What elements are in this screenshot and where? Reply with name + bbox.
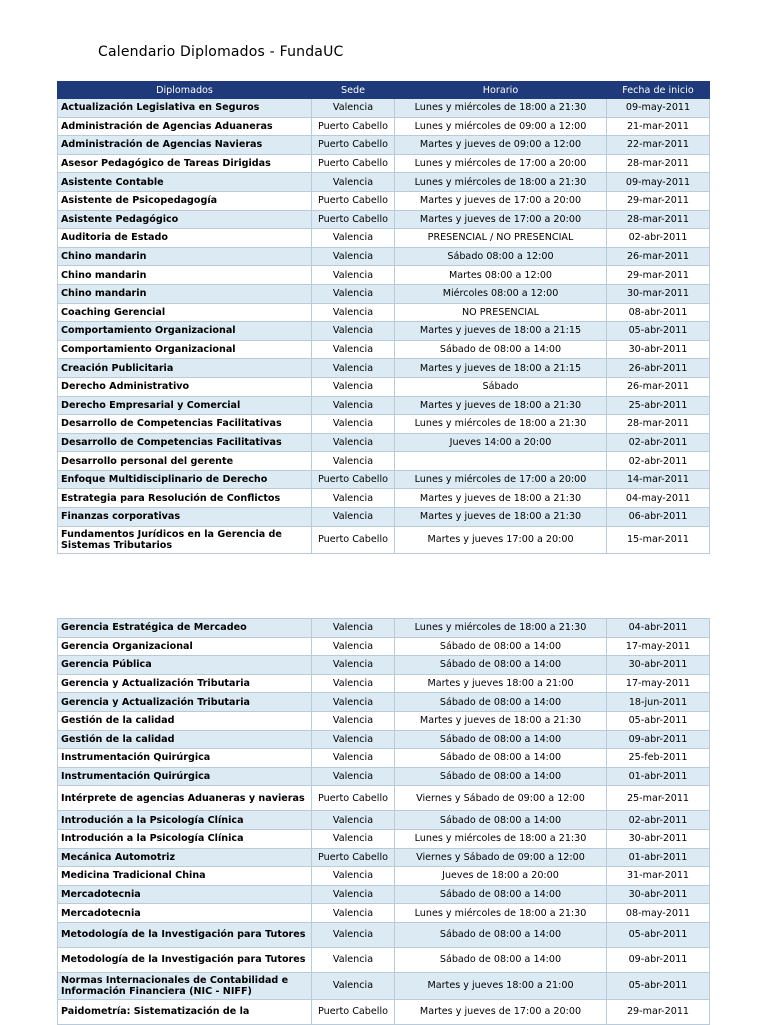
cell-fecha: 22-mar-2011 <box>607 136 710 155</box>
table-row <box>58 711 710 730</box>
table-row <box>58 284 710 303</box>
cell-diplomado: Derecho Administrativo <box>58 377 312 396</box>
cell-horario: Lunes y miércoles de 17:00 a 20:00 <box>395 470 607 489</box>
cell-horario: Lunes y miércoles de 18:00 a 21:30 <box>395 173 607 192</box>
cell-fecha: 26-abr-2011 <box>607 359 710 378</box>
cell-diplomado: Gerencia y Actualización Tributaria <box>58 674 312 693</box>
cell-diplomado: Administración de Agencias Navieras <box>58 136 312 155</box>
cell-fecha: 08-may-2011 <box>607 904 710 923</box>
cell-sede: Puerto Cabello <box>312 191 395 210</box>
cell-sede: Valencia <box>312 674 395 693</box>
table-row <box>58 322 710 341</box>
cell-fecha: 04-abr-2011 <box>607 619 710 638</box>
cell-sede: Valencia <box>312 340 395 359</box>
cell-fecha: 05-abr-2011 <box>607 322 710 341</box>
cell-horario: Miércoles 08:00 a 12:00 <box>395 284 607 303</box>
table-row <box>58 786 710 811</box>
cell-fecha: 02-abr-2011 <box>607 452 710 471</box>
cell-fecha: 30-abr-2011 <box>607 340 710 359</box>
table-row <box>58 154 710 173</box>
cell-sede: Valencia <box>312 99 395 118</box>
cell-horario: Sábado de 08:00 a 14:00 <box>395 811 607 830</box>
cell-diplomado: Metodología de la Investigación para Tutores <box>58 947 312 972</box>
cell-sede: Puerto Cabello <box>312 117 395 136</box>
table-row <box>58 191 710 210</box>
cell-diplomado: Gerencia Organizacional <box>58 637 312 656</box>
cell-horario: Sábado 08:00 a 12:00 <box>395 247 607 266</box>
table-row <box>58 377 710 396</box>
table-row <box>58 396 710 415</box>
cell-horario: Martes y jueves de 09:00 a 12:00 <box>395 136 607 155</box>
cell-fecha: 28-mar-2011 <box>607 415 710 434</box>
cell-sede: Puerto Cabello <box>312 999 395 1024</box>
table-row <box>58 229 710 248</box>
cell-horario: Lunes y miércoles de 17:00 a 20:00 <box>395 154 607 173</box>
cell-sede: Valencia <box>312 711 395 730</box>
diplomados-table-2 <box>57 618 710 1025</box>
cell-diplomado: Gerencia Estratégica de Mercadeo <box>58 619 312 638</box>
cell-diplomado: Asesor Pedagógico de Tareas Dirigidas <box>58 154 312 173</box>
cell-fecha: 30-abr-2011 <box>607 656 710 675</box>
cell-diplomado: Metodología de la Investigación para Tutores <box>58 922 312 947</box>
cell-fecha: 30-abr-2011 <box>607 885 710 904</box>
cell-diplomado: Desarrollo de Competencias Facilitativas <box>58 433 312 452</box>
cell-diplomado: Asistente Contable <box>58 173 312 192</box>
cell-diplomado: Actualización Legislativa en Seguros <box>58 99 312 118</box>
cell-diplomado: Normas Internacionales de Contabilidad e Información Financiera (NIC - NIFF) <box>58 972 312 999</box>
table-row <box>58 867 710 886</box>
table-row <box>58 904 710 923</box>
cell-diplomado: Coaching Gerencial <box>58 303 312 322</box>
cell-diplomado: Administración de Agencias Aduaneras <box>58 117 312 136</box>
cell-diplomado: Paidometría: Sistematización de la <box>58 999 312 1024</box>
cell-horario: Sábado <box>395 377 607 396</box>
table-row <box>58 266 710 285</box>
cell-diplomado: Introdución a la Psicología Clínica <box>58 829 312 848</box>
cell-fecha: 26-mar-2011 <box>607 247 710 266</box>
cell-fecha: 09-abr-2011 <box>607 730 710 749</box>
cell-fecha: 31-mar-2011 <box>607 867 710 886</box>
table-row <box>58 885 710 904</box>
cell-sede: Puerto Cabello <box>312 848 395 867</box>
cell-fecha: 17-may-2011 <box>607 637 710 656</box>
cell-diplomado: Intérprete de agencias Aduaneras y navieras <box>58 786 312 811</box>
table-row <box>58 415 710 434</box>
table-row <box>58 173 710 192</box>
cell-sede: Valencia <box>312 173 395 192</box>
cell-sede: Valencia <box>312 266 395 285</box>
cell-sede: Puerto Cabello <box>312 136 395 155</box>
cell-sede: Valencia <box>312 972 395 999</box>
table-row <box>58 452 710 471</box>
cell-fecha: 15-mar-2011 <box>607 526 710 553</box>
cell-fecha: 01-abr-2011 <box>607 848 710 867</box>
table-row <box>58 829 710 848</box>
table-row <box>58 526 710 553</box>
cell-horario: Sábado de 08:00 a 14:00 <box>395 922 607 947</box>
cell-sede: Valencia <box>312 922 395 947</box>
cell-diplomado: Estrategia para Resolución de Conflictos <box>58 489 312 508</box>
table-row <box>58 730 710 749</box>
cell-horario: Martes y jueves de 17:00 a 20:00 <box>395 191 607 210</box>
cell-diplomado: Asistente Pedagógico <box>58 210 312 229</box>
table-row <box>58 508 710 527</box>
cell-diplomado: Fundamentos Jurídicos en la Gerencia de Sistemas Tributarios <box>58 526 312 553</box>
page-title: Calendario Diplomados - FundaUC <box>98 44 344 60</box>
cell-fecha: 29-mar-2011 <box>607 999 710 1024</box>
cell-diplomado: Asistente de Psicopedagogía <box>58 191 312 210</box>
cell-diplomado: Gestión de la calidad <box>58 730 312 749</box>
cell-fecha: 09-may-2011 <box>607 173 710 192</box>
cell-horario: Lunes y miércoles de 18:00 a 21:30 <box>395 904 607 923</box>
cell-fecha: 28-mar-2011 <box>607 154 710 173</box>
cell-fecha: 14-mar-2011 <box>607 470 710 489</box>
table-row <box>58 811 710 830</box>
cell-horario: Sábado de 08:00 a 14:00 <box>395 749 607 768</box>
cell-horario: Martes y jueves de 18:00 a 21:15 <box>395 359 607 378</box>
table-row <box>58 674 710 693</box>
cell-sede: Valencia <box>312 284 395 303</box>
cell-diplomado: Medicina Tradicional China <box>58 867 312 886</box>
table-row <box>58 117 710 136</box>
cell-diplomado: Desarrollo de Competencias Facilitativas <box>58 415 312 434</box>
table-row <box>58 99 710 118</box>
cell-sede: Valencia <box>312 433 395 452</box>
cell-diplomado: Comportamiento Organizacional <box>58 322 312 341</box>
cell-horario: Lunes y miércoles de 18:00 a 21:30 <box>395 415 607 434</box>
cell-horario: Martes y jueves 18:00 a 21:00 <box>395 972 607 999</box>
cell-horario: Sábado de 08:00 a 14:00 <box>395 656 607 675</box>
cell-horario: Martes y jueves 18:00 a 21:00 <box>395 674 607 693</box>
cell-diplomado: Creación Publicitaria <box>58 359 312 378</box>
cell-sede: Valencia <box>312 415 395 434</box>
table-row <box>58 999 710 1024</box>
cell-diplomado: Instrumentación Quirúrgica <box>58 767 312 786</box>
cell-fecha: 30-mar-2011 <box>607 284 710 303</box>
cell-diplomado: Enfoque Multidisciplinario de Derecho <box>58 470 312 489</box>
table-row <box>58 972 710 999</box>
cell-sede: Valencia <box>312 767 395 786</box>
cell-diplomado: Chino mandarin <box>58 247 312 266</box>
cell-horario: Viernes y Sábado de 09:00 a 12:00 <box>395 848 607 867</box>
cell-fecha: 25-feb-2011 <box>607 749 710 768</box>
cell-horario: Martes y jueves de 18:00 a 21:30 <box>395 489 607 508</box>
cell-horario: Jueves 14:00 a 20:00 <box>395 433 607 452</box>
header-horario: Horario <box>395 82 607 99</box>
cell-fecha: 26-mar-2011 <box>607 377 710 396</box>
cell-diplomado: Desarrollo personal del gerente <box>58 452 312 471</box>
header-fecha-inicio: Fecha de inicio <box>607 82 710 99</box>
cell-diplomado: Mecánica Automotriz <box>58 848 312 867</box>
table-row <box>58 922 710 947</box>
table-row <box>58 470 710 489</box>
cell-fecha: 06-abr-2011 <box>607 508 710 527</box>
cell-sede: Valencia <box>312 508 395 527</box>
cell-horario <box>395 452 607 471</box>
header-diplomados: Diplomados <box>58 82 312 99</box>
cell-fecha: 02-abr-2011 <box>607 229 710 248</box>
cell-horario: Sábado de 08:00 a 14:00 <box>395 637 607 656</box>
cell-horario: Sábado de 08:00 a 14:00 <box>395 693 607 712</box>
table-row <box>58 433 710 452</box>
table-row <box>58 693 710 712</box>
cell-fecha: 02-abr-2011 <box>607 433 710 452</box>
cell-fecha: 09-may-2011 <box>607 99 710 118</box>
cell-horario: Martes y jueves de 18:00 a 21:30 <box>395 711 607 730</box>
cell-fecha: 17-may-2011 <box>607 674 710 693</box>
cell-fecha: 28-mar-2011 <box>607 210 710 229</box>
cell-fecha: 02-abr-2011 <box>607 811 710 830</box>
cell-sede: Valencia <box>312 377 395 396</box>
cell-fecha: 21-mar-2011 <box>607 117 710 136</box>
cell-sede: Valencia <box>312 322 395 341</box>
cell-horario: Sábado de 08:00 a 14:00 <box>395 730 607 749</box>
table-row <box>58 303 710 322</box>
cell-fecha: 05-abr-2011 <box>607 711 710 730</box>
cell-sede: Valencia <box>312 359 395 378</box>
cell-sede: Valencia <box>312 247 395 266</box>
cell-fecha: 29-mar-2011 <box>607 266 710 285</box>
cell-sede: Valencia <box>312 619 395 638</box>
cell-horario: Martes y jueves de 18:00 a 21:15 <box>395 322 607 341</box>
table-row <box>58 637 710 656</box>
cell-horario: Lunes y miércoles de 18:00 a 21:30 <box>395 829 607 848</box>
cell-diplomado: Introdución a la Psicología Clínica <box>58 811 312 830</box>
cell-horario: Lunes y miércoles de 18:00 a 21:30 <box>395 619 607 638</box>
cell-horario: Sábado de 08:00 a 14:00 <box>395 340 607 359</box>
cell-horario: Sábado de 08:00 a 14:00 <box>395 885 607 904</box>
cell-horario: NO PRESENCIAL <box>395 303 607 322</box>
cell-sede: Puerto Cabello <box>312 526 395 553</box>
cell-horario: Martes y jueves de 17:00 a 20:00 <box>395 210 607 229</box>
cell-sede: Puerto Cabello <box>312 786 395 811</box>
cell-sede: Valencia <box>312 867 395 886</box>
cell-diplomado: Chino mandarin <box>58 266 312 285</box>
cell-sede: Puerto Cabello <box>312 154 395 173</box>
cell-diplomado: Chino mandarin <box>58 284 312 303</box>
cell-sede: Valencia <box>312 947 395 972</box>
table-row <box>58 210 710 229</box>
table-row <box>58 136 710 155</box>
cell-sede: Valencia <box>312 452 395 471</box>
cell-sede: Valencia <box>312 829 395 848</box>
cell-diplomado: Instrumentación Quirúrgica <box>58 749 312 768</box>
cell-fecha: 08-abr-2011 <box>607 303 710 322</box>
cell-horario: Sábado de 08:00 a 14:00 <box>395 947 607 972</box>
table-row <box>58 619 710 638</box>
cell-horario: Martes y jueves de 17:00 a 20:00 <box>395 999 607 1024</box>
cell-diplomado: Gerencia y Actualización Tributaria <box>58 693 312 712</box>
table-row <box>58 656 710 675</box>
table-body-2 <box>58 619 710 1025</box>
cell-sede: Valencia <box>312 656 395 675</box>
cell-fecha: 29-mar-2011 <box>607 191 710 210</box>
cell-sede: Valencia <box>312 693 395 712</box>
cell-diplomado: Mercadotecnia <box>58 885 312 904</box>
cell-horario: Martes y jueves de 18:00 a 21:30 <box>395 396 607 415</box>
cell-diplomado: Derecho Empresarial y Comercial <box>58 396 312 415</box>
diplomados-table-1 <box>57 81 710 554</box>
table-row <box>58 749 710 768</box>
table-row <box>58 767 710 786</box>
cell-diplomado: Gestión de la calidad <box>58 711 312 730</box>
cell-sede: Puerto Cabello <box>312 210 395 229</box>
cell-horario: PRESENCIAL / NO PRESENCIAL <box>395 229 607 248</box>
cell-horario: Viernes y Sábado de 09:00 a 12:00 <box>395 786 607 811</box>
cell-fecha: 30-abr-2011 <box>607 829 710 848</box>
cell-horario: Lunes y miércoles de 09:00 a 12:00 <box>395 117 607 136</box>
table-row <box>58 848 710 867</box>
cell-fecha: 09-abr-2011 <box>607 947 710 972</box>
cell-fecha: 25-abr-2011 <box>607 396 710 415</box>
cell-sede: Valencia <box>312 749 395 768</box>
cell-fecha: 05-abr-2011 <box>607 972 710 999</box>
cell-horario: Martes y jueves de 18:00 a 21:30 <box>395 508 607 527</box>
cell-sede: Valencia <box>312 396 395 415</box>
header-sede: Sede <box>312 82 395 99</box>
table-row <box>58 359 710 378</box>
cell-fecha: 04-may-2011 <box>607 489 710 508</box>
cell-horario: Jueves de 18:00 a 20:00 <box>395 867 607 886</box>
cell-sede: Valencia <box>312 637 395 656</box>
cell-sede: Valencia <box>312 229 395 248</box>
table-row <box>58 947 710 972</box>
cell-fecha: 18-jun-2011 <box>607 693 710 712</box>
table-header-row <box>58 82 710 99</box>
cell-diplomado: Auditoria de Estado <box>58 229 312 248</box>
cell-fecha: 25-mar-2011 <box>607 786 710 811</box>
cell-sede: Valencia <box>312 489 395 508</box>
table-row <box>58 247 710 266</box>
table-row <box>58 340 710 359</box>
cell-sede: Valencia <box>312 904 395 923</box>
cell-diplomado: Comportamiento Organizacional <box>58 340 312 359</box>
cell-sede: Valencia <box>312 303 395 322</box>
cell-sede: Valencia <box>312 730 395 749</box>
cell-horario: Martes y jueves 17:00 a 20:00 <box>395 526 607 553</box>
cell-horario: Sábado de 08:00 a 14:00 <box>395 767 607 786</box>
cell-sede: Valencia <box>312 885 395 904</box>
cell-fecha: 01-abr-2011 <box>607 767 710 786</box>
cell-sede: Valencia <box>312 811 395 830</box>
cell-diplomado: Finanzas corporativas <box>58 508 312 527</box>
cell-diplomado: Mercadotecnia <box>58 904 312 923</box>
table-body-1 <box>58 99 710 554</box>
cell-diplomado: Gerencia Pública <box>58 656 312 675</box>
table-row <box>58 489 710 508</box>
cell-sede: Puerto Cabello <box>312 470 395 489</box>
cell-horario: Lunes y miércoles de 18:00 a 21:30 <box>395 99 607 118</box>
cell-fecha: 05-abr-2011 <box>607 922 710 947</box>
cell-horario: Martes 08:00 a 12:00 <box>395 266 607 285</box>
